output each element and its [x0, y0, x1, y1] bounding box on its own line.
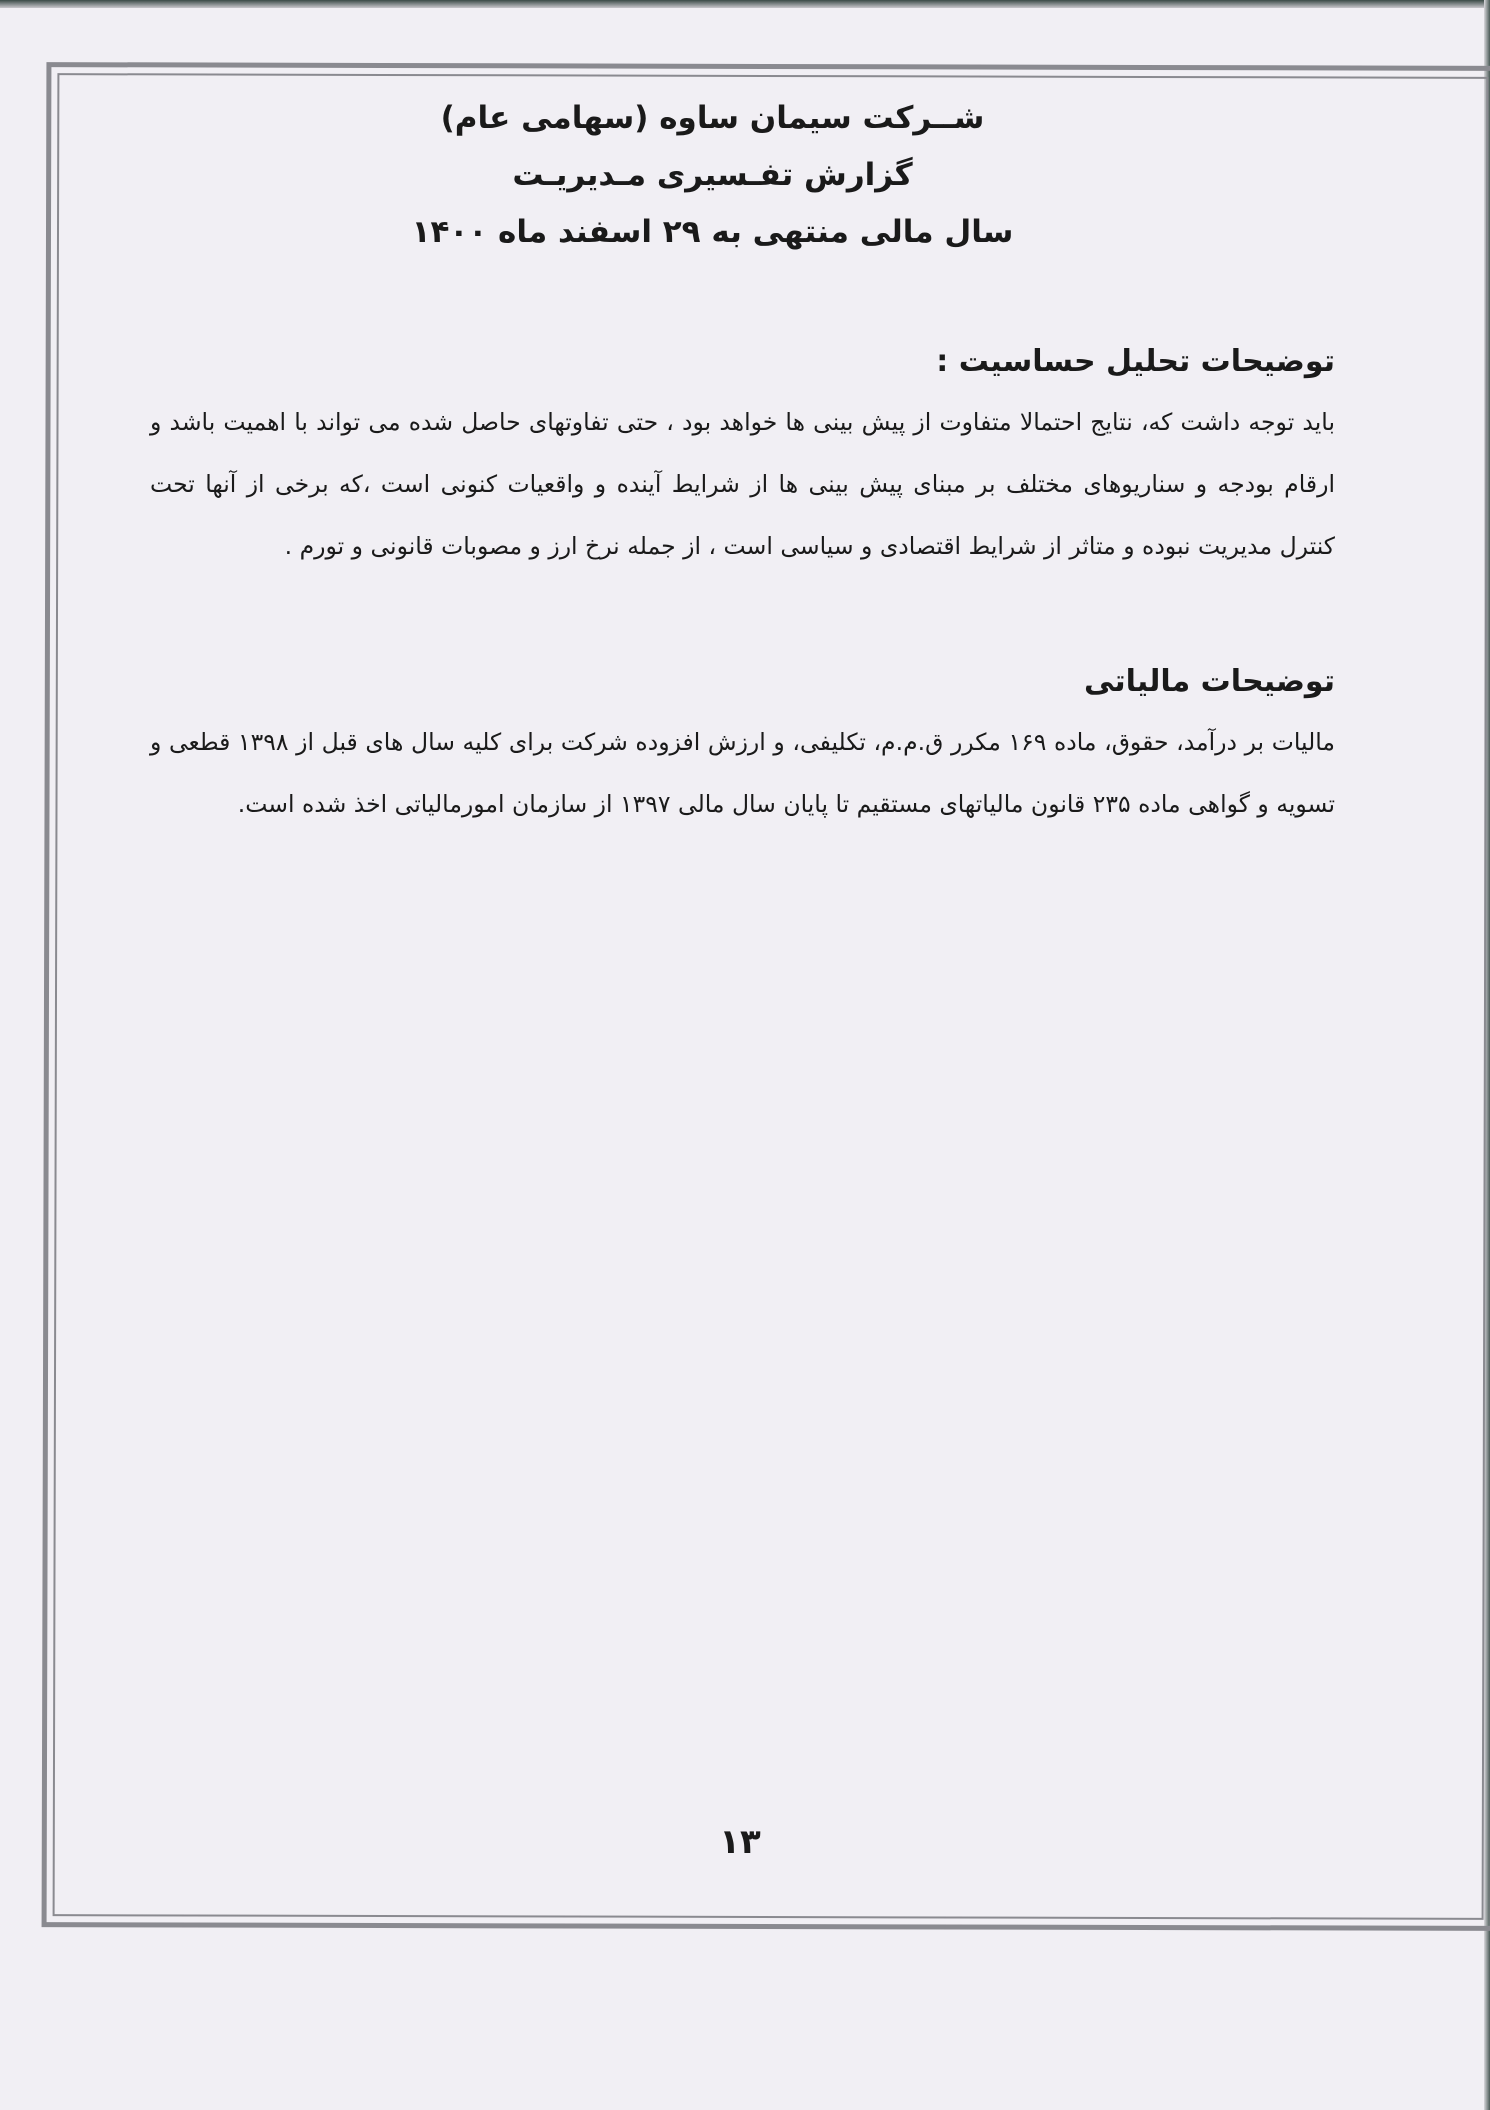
tax-notes-section	[150, 661, 1335, 835]
fiscal-period: سال مالی منتهی به ۲۹ اسفند ماه ۱۴۰۰	[411, 214, 1014, 250]
section-paragraph: باید توجه داشت که، نتایج احتمالا متفاوت از پیش بینی ها خواهد بود ، حتی تفاوتهای حاصل شده می تواند با اهمیت باشد و ارقام بودجه و سناریوهای مختلف بر مبنای پیش بینی ها از شرایط آینده و واقعیات کنونی است ،که برخی از آنها تحت کنترل مدیریت نبوده و متاثر از شرایط اقتصادی و سیاسی است ، از جمله نرخ ارز و مصوبات قانونی و تورم .	[150, 408, 1335, 560]
section-title: توضیحات تحلیل حساسیت :	[936, 344, 1335, 379]
report-title: گزارش تفـسیری مـدیریـت	[512, 157, 913, 193]
document-header	[150, 90, 1275, 261]
document-content	[150, 90, 1335, 835]
page-number: ۱۳	[719, 1822, 761, 1862]
sensitivity-analysis-section	[150, 341, 1335, 577]
company-name: شــرکت سیمان ساوه (سهامی عام)	[440, 100, 985, 136]
section-title: توضیحات مالیاتی	[1083, 664, 1335, 699]
section-paragraph: مالیات بر درآمد، حقوق، ماده ۱۶۹ مکرر ق.م.م، تکلیفی، و ارزش افزوده شرکت برای کلیه سال های قبل از ۱۳۹۸ قطعی و تسویه و گواهی ماده ۲۳۵ قانون مالیاتهای مستقیم تا پایان سال مالی ۱۳۹۷ از سازمان امورمالیاتی اخذ شده است.	[150, 728, 1336, 818]
scan-edge-top	[0, 0, 1490, 8]
